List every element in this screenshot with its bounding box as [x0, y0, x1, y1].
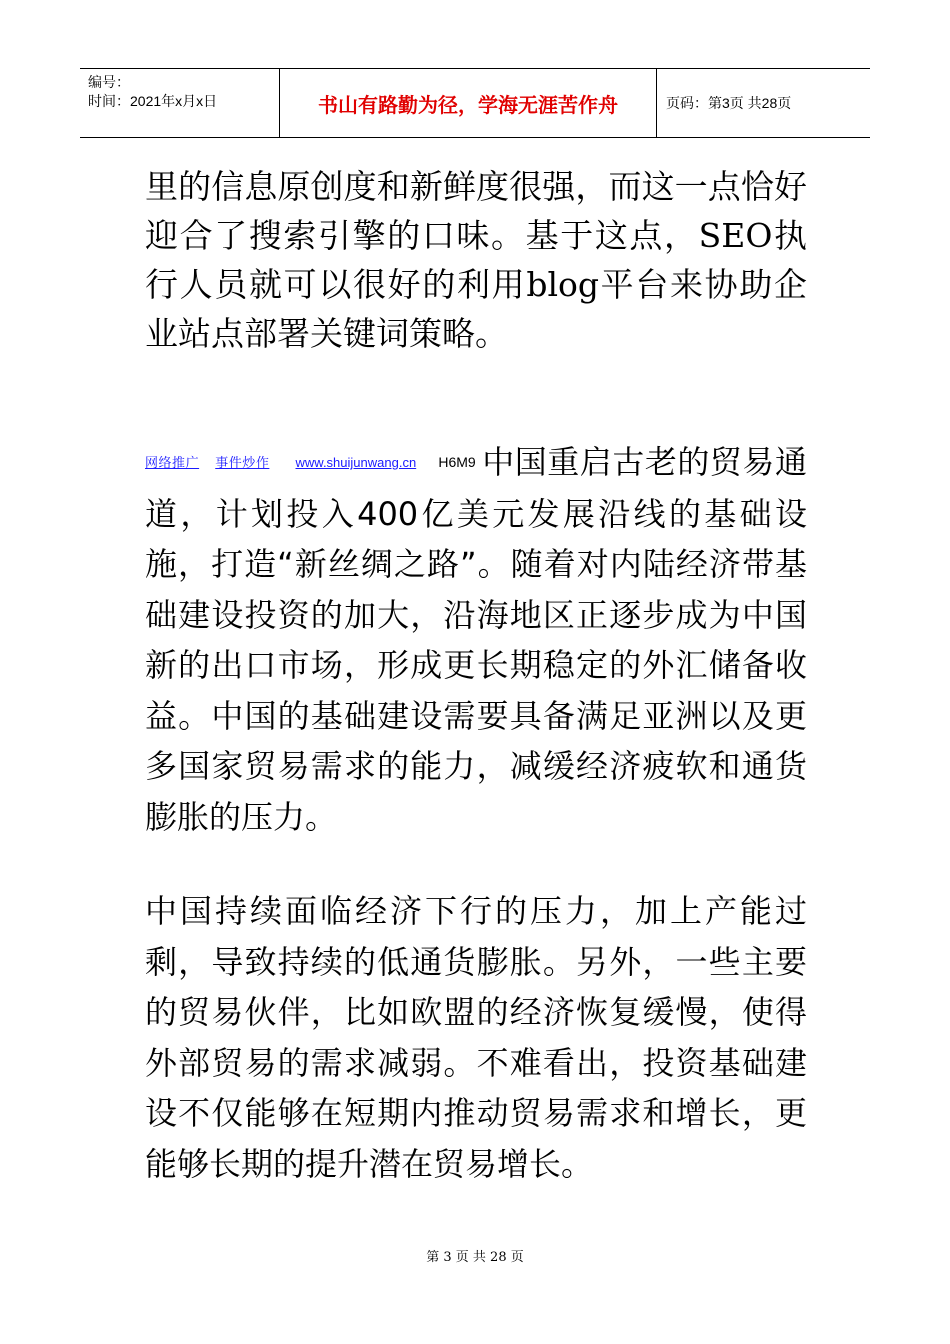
- link-network-promotion[interactable]: 网络推广: [145, 455, 200, 470]
- promo-links: [145, 455, 432, 470]
- body-paragraph-silk-road: [145, 437, 807, 842]
- link-website[interactable]: www.shuijunwang.cn: [295, 455, 417, 470]
- inline-code: H6M9: [438, 454, 476, 470]
- page-header: [80, 68, 870, 138]
- document-date: 时间：2021年x月x日: [88, 93, 218, 109]
- header-meta: [80, 69, 280, 137]
- header-motto: 书山有路勤为径，学海无涯苦作舟: [280, 69, 657, 137]
- paragraph-text: 中国重启古老的贸易通道，计划投入400亿美元发展沿线的基础设施，打造“新丝绸之路”。随着对内陆经济带基础建设投资的加大，沿海地区正逐步成为中国新的出口市场，形成更长期稳定的外汇储备收益。中国的基础建设需要具备满足亚洲以及更多国家贸易需求的能力，减缓经济疲软和通货膨胀的压力。: [145, 443, 807, 836]
- document-number: 编号：: [88, 74, 130, 90]
- page-footer: 第 3 页 共 28 页: [426, 1250, 524, 1265]
- header-page-info: 页码：第3页 共28页: [666, 95, 792, 111]
- link-event-hype[interactable]: 事件炒作: [215, 455, 270, 470]
- body-paragraph-seo: 里的信息原创度和新鲜度很强，而这一点恰好迎合了搜索引擎的口味。基于这点，SEO执行人员就可以很好的利用blog平台来协助企业站点部署关键词策略。: [145, 167, 807, 353]
- body-paragraph-economy: 中国持续面临经济下行的压力，加上产能过剩，导致持续的低通货膨胀。另外，一些主要的贸易伙伴，比如欧盟的经济恢复缓慢，使得外部贸易的需求减弱。不难看出，投资基础建设不仅能够在短期内推动贸易需求和增长，更能够长期的提升潜在贸易增长。: [145, 892, 807, 1183]
